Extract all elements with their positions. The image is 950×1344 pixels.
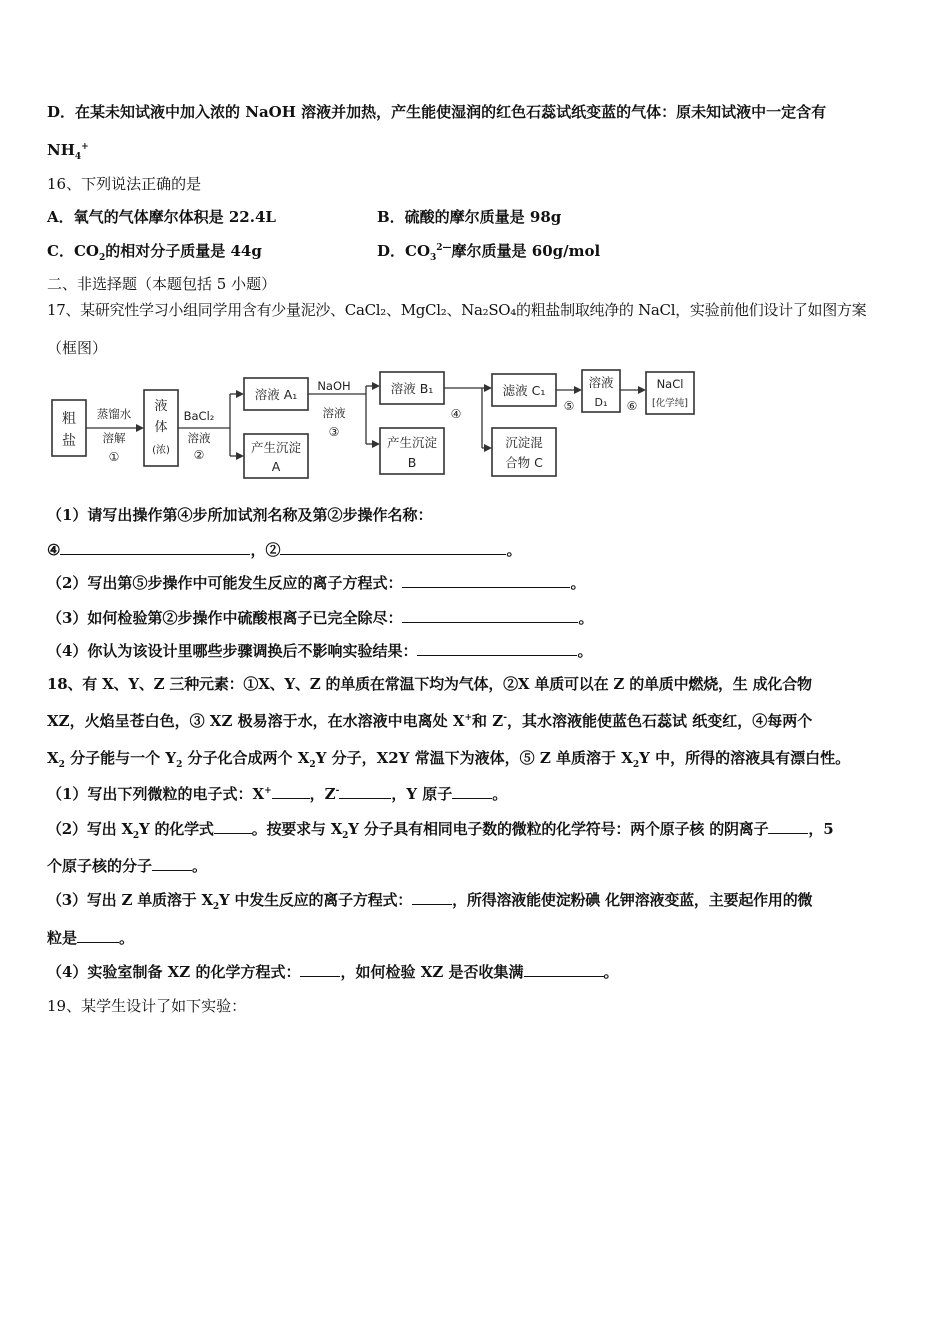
arrowhead-4b <box>484 444 492 452</box>
period: 。 <box>192 857 208 875</box>
q18-sub1 <box>47 783 507 804</box>
answer-blank-equation[interactable] <box>412 889 452 905</box>
period: 。 <box>119 929 135 947</box>
text: ，Y 原子 <box>391 785 453 803</box>
answer-blank-particle[interactable] <box>77 927 119 943</box>
subscript: 2 <box>98 253 106 263</box>
text: 和 Z <box>472 712 504 730</box>
answer-blank[interactable] <box>402 572 570 588</box>
subscript: 3 <box>430 253 437 263</box>
q17-sub4 <box>47 640 592 661</box>
arrowhead-6 <box>638 386 646 394</box>
q18-sub4 <box>47 961 619 982</box>
text: Y 中，所得的溶液具有漂白性。 <box>639 749 851 767</box>
subscript: 4 <box>74 152 82 162</box>
text: 的相对分子质量是 44g <box>105 242 262 260</box>
period: 。 <box>603 963 619 981</box>
box5-label: 溶液 B₁ <box>390 381 434 396</box>
text: （4）实验室制备 XZ 的化学方程式： <box>47 963 301 981</box>
answer-blank[interactable] <box>402 607 578 623</box>
text: ，其水溶液能使蓝色石蕊试 纸变红，④每两个 <box>506 712 813 730</box>
answer-blank-y[interactable] <box>452 783 492 799</box>
box8-line2: 合物 C <box>505 455 543 470</box>
box2-line2: 体 <box>154 420 168 435</box>
box10-line1: NaCl <box>656 377 684 391</box>
answer-blank-anion[interactable] <box>768 818 808 834</box>
subscript: 2 <box>58 760 65 770</box>
text: ，5 <box>808 820 834 838</box>
arrow1-label3: ① <box>108 450 120 464</box>
q16-option-a: A．氧气的气体摩尔体积是 22.4L <box>47 208 276 226</box>
arrowhead-3a <box>372 382 380 390</box>
q15-option-d-tail <box>47 140 89 160</box>
answer-blank-formula[interactable] <box>214 818 252 834</box>
q16-stem: 16、下列说法正确的是 <box>47 175 202 193</box>
q17-stem-line2: （框图） <box>47 339 108 357</box>
arrow2-label2: 溶液 <box>187 431 211 445</box>
arrow5-label: ⑤ <box>563 399 575 413</box>
arrow3-label3: ③ <box>328 425 340 439</box>
box10-line2: [化学纯] <box>652 398 688 409</box>
box6-line1: 产生沉淀 <box>386 435 438 450</box>
arrowhead-3b <box>372 440 380 448</box>
period: 。 <box>492 785 508 803</box>
text: X <box>47 749 59 767</box>
arrow4-label: ④ <box>450 407 462 421</box>
arrow3-label1: NaOH <box>317 379 351 393</box>
answer-blank-x[interactable] <box>272 783 310 799</box>
subscript: 2 <box>309 760 316 770</box>
box3-label: 溶液 A₁ <box>254 387 298 402</box>
text: ，Z <box>309 785 336 803</box>
text: （3）写出 Z 单质溶于 X <box>47 891 213 909</box>
period: 。 <box>577 642 593 660</box>
text: 分子能与一个 Y <box>64 749 177 767</box>
arrow1-label1: 蒸馏水 <box>96 407 132 421</box>
superscript: - <box>335 786 340 796</box>
arrowhead-2a <box>236 390 244 398</box>
arrowhead-2b <box>236 452 244 460</box>
answer-blank-test[interactable] <box>524 961 604 977</box>
option-text: 在某未知试液中加入浓的 NaOH 溶液并加热，产生能使湿润的红色石蕊试纸变蓝的气体：原未知试液中一定含有 <box>75 103 827 121</box>
answer-blank-equation[interactable] <box>300 961 340 977</box>
subscript: 2 <box>632 760 640 770</box>
question-text: （4）你认为该设计里哪些步骤调换后不影响实验结果： <box>47 642 418 660</box>
q15-option-d <box>47 102 826 122</box>
q17-sub2 <box>47 572 585 593</box>
superscript: + <box>464 713 473 723</box>
question-text: （2）写出第⑤步操作中可能发生反应的离子方程式： <box>47 574 403 592</box>
answer-blank-z[interactable] <box>339 783 391 799</box>
text: XZ，火焰呈苍白色，③ XZ 极易溶于水，在水溶液中电离处 X <box>47 712 465 730</box>
box4-line2: A <box>271 459 281 474</box>
formula-nh4: NH <box>47 141 75 159</box>
box9-line2: D₁ <box>594 396 608 409</box>
box4-line1: 产生沉淀 <box>250 440 302 455</box>
superscript: 2— <box>436 243 452 253</box>
option-label: D． <box>47 103 76 121</box>
answer-blank-molecule[interactable] <box>152 855 192 871</box>
q18-line3 <box>47 748 850 768</box>
q16-option-c <box>47 241 262 261</box>
subscript: 2 <box>212 902 219 912</box>
box9-line1: 溶液 <box>588 375 614 390</box>
arrow3-label2: 溶液 <box>322 406 346 420</box>
answer-blank-step2[interactable] <box>280 539 506 555</box>
text: 摩尔质量是 60g/mol <box>451 242 601 260</box>
text: C．CO <box>47 242 99 260</box>
q17-sub1: （1）请写出操作第④步所加试剂名称及第②步操作名称： <box>47 506 433 524</box>
arrow1-label2: 溶解 <box>102 431 126 445</box>
text: 粒是 <box>47 929 78 947</box>
q16-option-b: B．硫酸的摩尔质量是 98g <box>377 208 562 226</box>
q18-sub3-line2 <box>47 927 134 948</box>
flow-diagram <box>50 368 710 483</box>
box1-line2: 盐 <box>62 433 76 449</box>
arrow2-label3: ② <box>193 448 205 462</box>
subscript: 2 <box>176 760 183 770</box>
box7-label: 滤液 C₁ <box>502 383 546 398</box>
arrow2-label1: BaCl₂ <box>183 409 215 423</box>
text: Y 的化学式 <box>138 820 214 838</box>
superscript: + <box>264 786 272 796</box>
separator: ，② <box>250 541 281 559</box>
period: 。 <box>578 609 594 627</box>
box6-line2: B <box>407 455 417 470</box>
question-text: （3）如何检验第②步操作中硫酸根离子已完全除尽： <box>47 609 403 627</box>
q17-stem-line1: 17、某研究性学习小组同学用含有少量泥沙、CaCl₂、MgCl₂、Na₂SO₄的粗盐制取纯净的 NaCl，实验前他们设计了如图方案 <box>47 301 867 319</box>
superscript: - <box>503 713 507 723</box>
text: 分子化合成两个 X <box>182 749 310 767</box>
box2-line3: (浓) <box>152 445 170 456</box>
q19-stem: 19、某学生设计了如下实验： <box>47 997 247 1015</box>
subscript: 2 <box>132 831 139 841</box>
arrowhead-4a <box>484 384 492 392</box>
text: Y 中发生反应的离子方程式： <box>218 891 413 909</box>
text: ，如何检验 XZ 是否收集满 <box>340 963 524 981</box>
box1-line1: 粗 <box>62 411 76 427</box>
box2-line1: 液 <box>154 399 168 414</box>
q18-line1: 18、有 X、Y、Z 三种元素：①X、Y、Z 的单质在常温下均为气体，②X 单质可以在 Z 的单质中燃烧，生 成化合物 <box>47 675 812 693</box>
q17-sub1-answer <box>47 539 521 560</box>
period: 。 <box>570 574 586 592</box>
answer-blank[interactable] <box>417 640 577 656</box>
text: （1）写出下列微粒的电子式：X <box>47 785 265 803</box>
arrowhead-1 <box>136 424 144 432</box>
box8-line1: 沉淀混 <box>505 435 543 450</box>
subscript: 2 <box>342 831 349 841</box>
text: Y 分子，X2Y 常温下为液体，⑤ Z 单质溶于 X <box>315 749 633 767</box>
step-4-mark: ④ <box>47 541 61 559</box>
arrow6-label: ⑥ <box>626 399 638 413</box>
q17-sub3 <box>47 607 593 628</box>
text: Y 分子具有相同电子数的微粒的化学符号：两个原子核 的阴离子 <box>348 820 769 838</box>
q18-sub3 <box>47 889 812 910</box>
arrowhead-5 <box>574 386 582 394</box>
q16-option-d <box>377 241 600 261</box>
text: （2）写出 X <box>47 820 133 838</box>
answer-blank-step4[interactable] <box>60 539 250 555</box>
text: ，所得溶液能使淀粉碘 化钾溶液变蓝，主要起作用的微 <box>452 891 813 909</box>
text: 个原子核的分子 <box>47 857 153 875</box>
section-heading: 二、非选择题（本题包括 5 小题） <box>47 275 277 293</box>
superscript: + <box>81 142 89 152</box>
q18-sub2-line2 <box>47 855 207 876</box>
text: D．CO <box>377 242 431 260</box>
text: 。按要求与 X <box>251 820 343 838</box>
q18-line2 <box>47 711 812 731</box>
q18-sub2 <box>47 818 833 839</box>
period: 。 <box>506 541 522 559</box>
